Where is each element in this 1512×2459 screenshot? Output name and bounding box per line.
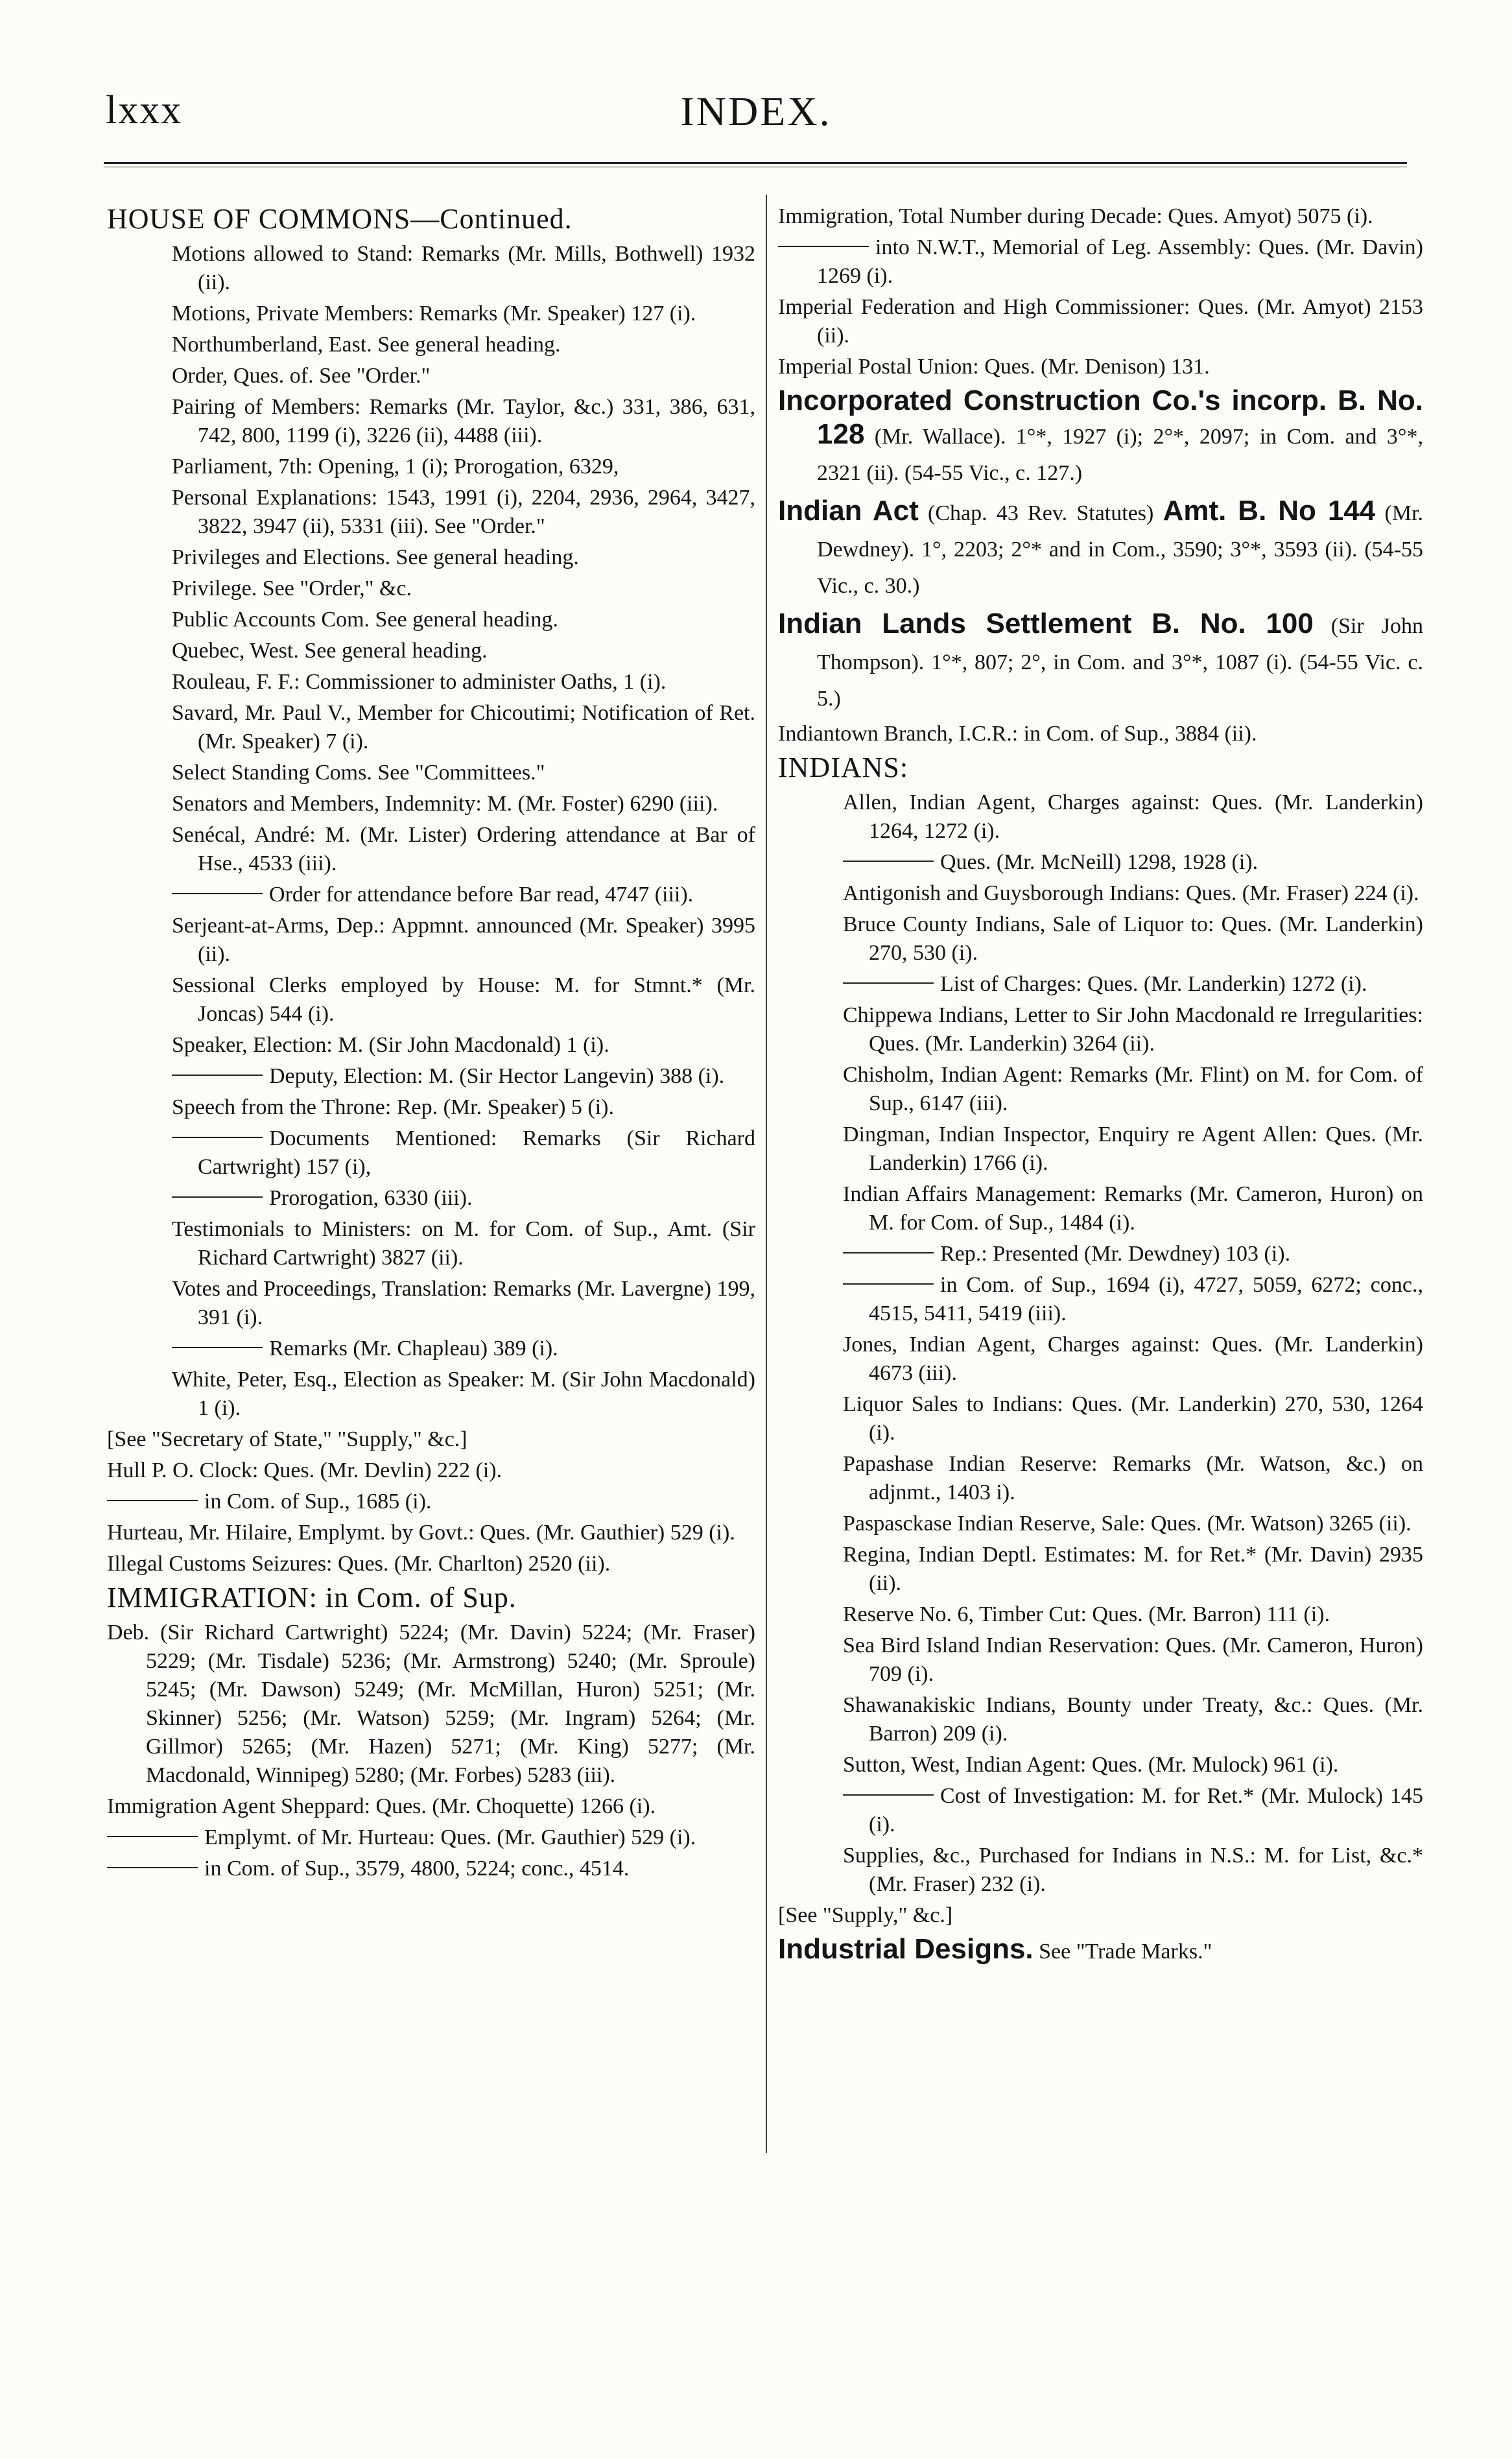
index-entry <box>107 1184 755 1213</box>
entry-text: Indiantown Branch, I.C.R.: in Com. of Sup., 3884 (ii). <box>778 722 1257 746</box>
entry-text: Sutton, West, Indian Agent: Ques. (Mr. Mulock) 961 (i). <box>843 1753 1339 1777</box>
entry-text: Hull P. O. Clock: Ques. (Mr. Devlin) 222 (i). <box>107 1458 502 1482</box>
index-entry <box>107 912 755 969</box>
index-entry <box>107 821 755 878</box>
index-entry <box>778 1632 1423 1689</box>
entry-text: Senators and Members, Indemnity: M. (Mr. Foster) 6290 (iii). <box>172 792 718 816</box>
entry-text: Emplymt. of Mr. Hurteau: Ques. (Mr. Gauthier) 529 (i). <box>204 1825 696 1849</box>
index-entry <box>107 1031 755 1060</box>
ditto-dash <box>107 1836 198 1837</box>
entry-text: Savard, Mr. Paul V., Member for Chicoutimi; Notification of Ret. (Mr. Speaker) 7 (i). <box>172 701 755 754</box>
ditto-dash <box>843 1283 934 1285</box>
entry-text: Order for attendance before Bar read, 4747 (iii). <box>269 883 694 907</box>
page-header <box>0 88 1512 152</box>
index-entry <box>107 1275 755 1332</box>
entry-text: Dingman, Indian Inspector, Enquiry re Agent Allen: Ques. (Mr. Landerkin) 1766 (i). <box>843 1123 1423 1175</box>
entry-text: Papashase Indian Reserve: Remarks (Mr. Watson, &c.) on adjnmt., 1403 i). <box>843 1452 1423 1504</box>
index-entry <box>107 1792 755 1821</box>
entry-text: Hurteau, Mr. Hilaire, Emplymt. by Govt.: Ques. (Mr. Gauthier) 529 (i). <box>107 1521 735 1545</box>
ditto-dash <box>172 1196 263 1198</box>
entry-text: Rouleau, F. F.: Commissioner to administer Oaths, 1 (i). <box>172 670 667 694</box>
ditto-dash <box>778 246 869 247</box>
index-entry <box>107 331 755 359</box>
index-entry <box>778 1390 1423 1447</box>
entry-text: [See "Supply," &c.] <box>778 1903 953 1927</box>
page-number: lxxx <box>106 88 183 132</box>
entry-text: Indian Act <box>778 495 919 527</box>
index-entry <box>778 1001 1423 1058</box>
entry-text: Votes and Proceedings, Translation: Remarks (Mr. Lavergne) 199, 391 (i). <box>172 1277 755 1329</box>
index-entry <box>778 202 1423 231</box>
entry-text: Illegal Customs Seizures: Ques. (Mr. Charlton) 2520 (ii). <box>107 1552 611 1576</box>
entry-text: Prorogation, 6330 (iii). <box>269 1186 473 1210</box>
entry-text: (Chap. 43 Rev. Statutes) <box>918 501 1163 525</box>
index-entry <box>778 720 1423 748</box>
entry-text: Select Standing Coms. See "Committees." <box>172 761 545 785</box>
entry-text: Speaker, Election: M. (Sir John Macdonald) 1 (i). <box>172 1033 609 1057</box>
index-entry <box>778 910 1423 968</box>
entry-text: IMMIGRATION: in Com. of Sup. <box>107 1582 517 1613</box>
column-divider <box>766 195 767 2153</box>
entry-text: Deb. (Sir Richard Cartwright) 5224; (Mr. Davin) 5224; (Mr. Fraser) 5229; (Mr. Tisdale) 5236; (Mr. Armstrong) 5240; (Mr. Sproule) 5245; (Mr. Dawson) 5249; (Mr. McMillan, Huron) 5251; (Mr. Skinner) 5256; (Mr. Watson) 5259; (Mr. Ingram) 5264; (Mr. Gillmor) 5265; (Mr. Hazen) 5271; (Mr. King) 5277; (Mr. Macdonald, Winnipeg) 5280; (Mr. Forbes) 5283 (iii). <box>107 1621 755 1787</box>
index-entry <box>107 1062 755 1091</box>
entry-text: Motions, Private Members: Remarks (Mr. Speaker) 127 (i). <box>172 302 696 326</box>
entry-text: See "Trade Marks." <box>1033 1940 1212 1964</box>
entry-text: Ques. (Mr. McNeill) 1298, 1928 (i). <box>940 850 1258 874</box>
entry-text: Paspasckase Indian Reserve, Sale: Ques. (Mr. Watson) 3265 (ii). <box>843 1512 1412 1536</box>
ditto-dash <box>843 1252 934 1253</box>
index-entry <box>778 353 1423 381</box>
entry-text: Documents Mentioned: Remarks (Sir Richard Cartwright) 157 (i), <box>198 1126 755 1179</box>
entry-text: Chippewa Indians, Letter to Sir John Macdonald re Irregularities: Ques. (Mr. Landerkin) 3264 (ii). <box>843 1003 1423 1056</box>
entry-text: Remarks (Mr. Chapleau) 389 (i). <box>269 1336 558 1360</box>
ditto-dash <box>172 893 263 894</box>
entry-text: Pairing of Members: Remarks (Mr. Taylor, &c.) 331, 386, 631, 742, 800, 1199 (i), 3226 (ii), 4488 (iii). <box>172 395 755 447</box>
index-entry <box>107 759 755 787</box>
index-entry <box>107 300 755 328</box>
index-entry <box>107 1335 755 1363</box>
index-entry <box>107 699 755 756</box>
entry-text: Amt. B. No 144 <box>1163 495 1376 527</box>
entry-text: Privileges and Elections. See general heading. <box>172 545 579 569</box>
index-entry <box>107 543 755 572</box>
entry-text: Sea Bird Island Indian Reservation: Ques. (Mr. Cameron, Huron) 709 (i). <box>843 1633 1423 1686</box>
index-entry <box>778 1240 1423 1268</box>
index-entry <box>778 1450 1423 1507</box>
entry-text: Privilege. See "Order," &c. <box>172 576 412 600</box>
index-entry <box>778 1691 1423 1748</box>
index-entry <box>778 607 1423 716</box>
entry-text: Imperial Federation and High Commissioner: Ques. (Mr. Amyot) 2153 (ii). <box>778 295 1423 348</box>
entry-text: Cost of Investigation: M. for Ret.* (Mr. Mulock) 145 (i). <box>869 1784 1423 1836</box>
entry-text: HOUSE OF COMMONS—Continued. <box>107 203 573 235</box>
entry-text: Incorporated Construction Co.'s incorp. B. No. 128 <box>778 385 1423 450</box>
index-entry <box>778 1782 1423 1839</box>
left-column <box>107 202 755 1886</box>
entry-text: Testimonials to Ministers: on M. for Com. of Sup., Amt. (Sir Richard Cartwright) 3827 (ii). <box>172 1217 755 1270</box>
right-column <box>778 202 1423 1973</box>
entry-text: Deputy, Election: M. (Sir Hector Langevin) 388 (i). <box>269 1064 725 1088</box>
entry-text: Quebec, West. See general heading. <box>172 639 488 663</box>
index-entry <box>107 393 755 450</box>
entry-text: Industrial Designs. <box>778 1933 1034 1965</box>
entry-text: Northumberland, East. See general heading. <box>172 333 561 357</box>
entry-text: Chisholm, Indian Agent: Remarks (Mr. Flint) on M. for Com. of Sup., 6147 (iii). <box>843 1063 1423 1115</box>
entry-text: List of Charges: Ques. (Mr. Landerkin) 1272 (i). <box>940 972 1367 996</box>
index-entry <box>778 1121 1423 1178</box>
entry-text: Public Accounts Com. See general heading. <box>172 608 558 632</box>
entry-text: Supplies, &c., Purchased for Indians in N.S.: M. for List, &c.* (Mr. Fraser) 232 (i). <box>843 1844 1423 1896</box>
index-entry <box>778 1842 1423 1899</box>
entry-text: Order, Ques. of. See "Order." <box>172 364 431 388</box>
index-heading <box>107 1581 755 1615</box>
index-entry <box>778 1061 1423 1118</box>
index-entry <box>107 1488 755 1516</box>
index-entry <box>778 233 1423 291</box>
entry-text: (Mr. Dewdney). 1°, 2203; 2°* and in Com., 3590; 3°*, 3593 (ii). (54-55 Vic., c. 30.) <box>817 501 1424 598</box>
index-entry <box>778 1510 1423 1538</box>
index-entry <box>107 1425 755 1454</box>
index-entry <box>107 1124 755 1182</box>
index-entry <box>778 1271 1423 1328</box>
entry-text: Liquor Sales to Indians: Ques. (Mr. Landerkin) 270, 530, 1264 (i). <box>843 1392 1423 1445</box>
index-entry <box>107 1215 755 1272</box>
entry-text: Allen, Indian Agent, Charges against: Ques. (Mr. Landerkin) 1264, 1272 (i). <box>843 790 1423 843</box>
index-entry <box>778 1932 1423 1969</box>
index-heading <box>107 202 755 236</box>
entry-text: in Com. of Sup., 3579, 4800, 5224; conc., 4514. <box>204 1857 630 1881</box>
entry-text: in Com. of Sup., 1685 (i). <box>204 1490 432 1514</box>
entry-text: (Mr. Wallace). 1°*, 1927 (i); 2°*, 2097; in Com. and 3°*, 2321 (ii). (54-55 Vic., c. 127.) <box>817 425 1423 485</box>
index-entry <box>107 362 755 390</box>
entry-text: Parliament, 7th: Opening, 1 (i); Prorogation, 6329, <box>172 455 619 479</box>
index-entry <box>107 881 755 909</box>
entry-text: Personal Explanations: 1543, 1991 (i), 2204, 2936, 2964, 3427, 3822, 3947 (ii), 5331 (iii). See "Order." <box>172 486 755 538</box>
entry-text: Shawanakiskic Indians, Bounty under Treaty, &c.: Ques. (Mr. Barron) 209 (i). <box>843 1693 1423 1746</box>
entry-text: (Sir John Thompson). 1°*, 807; 2°, in Com. and 3°*, 1087 (i). (54-55 Vic. c. 5.) <box>817 614 1423 711</box>
entry-text: Senécal, André: M. (Mr. Lister) Ordering attendance at Bar of Hse., 4533 (iii). <box>172 823 755 875</box>
index-entry <box>778 848 1423 877</box>
index-entry <box>107 240 755 297</box>
index-entry <box>778 1541 1423 1598</box>
index-entry <box>778 879 1423 908</box>
index-entry <box>107 1519 755 1547</box>
index-entry <box>778 293 1423 350</box>
index-entry <box>107 1456 755 1485</box>
entry-text: Immigration Agent Sheppard: Ques. (Mr. Choquette) 1266 (i). <box>107 1794 656 1818</box>
index-entry <box>778 1751 1423 1779</box>
index-entry <box>107 606 755 634</box>
entry-text: Immigration, Total Number during Decade: Ques. Amyot) 5075 (i). <box>778 204 1373 228</box>
entry-text: Jones, Indian Agent, Charges against: Ques. (Mr. Landerkin) 4673 (iii). <box>843 1333 1423 1385</box>
index-entry <box>778 1180 1423 1237</box>
entry-text: into N.W.T., Memorial of Leg. Assembly: Ques. (Mr. Davin) 1269 (i). <box>817 235 1423 288</box>
entry-text: INDIANS: <box>778 752 909 783</box>
entry-text: Indian Lands Settlement B. No. 100 <box>778 608 1314 639</box>
entry-text: Sessional Clerks employed by House: M. for Stmnt.* (Mr. Joncas) 544 (i). <box>172 973 755 1026</box>
index-entry <box>778 1600 1423 1629</box>
entry-text: Motions allowed to Stand: Remarks (Mr. Mills, Bothwell) 1932 (ii). <box>172 242 755 294</box>
entry-text: Serjeant-at-Arms, Dep.: Appmnt. announced (Mr. Speaker) 3995 (ii). <box>172 914 755 966</box>
index-entry <box>778 1901 1423 1930</box>
entry-text: Antigonish and Guysborough Indians: Ques. (Mr. Fraser) 224 (i). <box>843 881 1419 905</box>
index-entry <box>107 1366 755 1423</box>
entry-text: in Com. of Sup., 1694 (i), 4727, 5059, 6272; conc., 4515, 5411, 5419 (iii). <box>869 1273 1423 1325</box>
ditto-dash <box>843 982 934 984</box>
entry-text: White, Peter, Esq., Election as Speaker: M. (Sir John Macdonald) 1 (i). <box>172 1368 755 1420</box>
ditto-dash <box>172 1075 263 1076</box>
entry-text: Rep.: Presented (Mr. Dewdney) 103 (i). <box>940 1242 1291 1266</box>
index-entry <box>107 453 755 481</box>
ditto-dash <box>107 1500 198 1501</box>
entry-text: Indian Affairs Management: Remarks (Mr. Cameron, Huron) on M. for Com. of Sup., 1484 (i). <box>843 1182 1423 1235</box>
index-entry <box>778 384 1423 490</box>
ditto-dash <box>172 1137 263 1138</box>
index-entry <box>778 789 1423 846</box>
entry-text: Imperial Postal Union: Ques. (Mr. Denison) 131. <box>778 355 1210 379</box>
entry-text: Bruce County Indians, Sale of Liquor to: Ques. (Mr. Landerkin) 270, 530 (i). <box>843 912 1423 965</box>
index-entry <box>107 484 755 541</box>
ditto-dash <box>172 1347 263 1348</box>
entry-text: [See "Secretary of State," "Supply," &c.] <box>107 1427 467 1451</box>
index-entry <box>778 970 1423 999</box>
index-entry <box>107 1619 755 1790</box>
index-entry <box>107 637 755 665</box>
index-entry <box>107 1855 755 1883</box>
index-entry <box>107 1093 755 1122</box>
index-heading <box>778 751 1423 785</box>
index-entry <box>107 971 755 1028</box>
index-entry <box>107 1823 755 1852</box>
entry-text: Reserve No. 6, Timber Cut: Ques. (Mr. Barron) 111 (i). <box>843 1602 1330 1626</box>
header-rule <box>104 162 1407 164</box>
index-entry <box>107 668 755 696</box>
ditto-dash <box>843 861 934 862</box>
entry-text: Speech from the Throne: Rep. (Mr. Speaker) 5 (i). <box>172 1095 615 1119</box>
index-entry <box>778 1331 1423 1388</box>
page-title: INDEX. <box>680 88 832 134</box>
entry-text: Regina, Indian Deptl. Estimates: M. for Ret.* (Mr. Davin) 2935 (ii). <box>843 1543 1423 1595</box>
index-entry <box>107 575 755 603</box>
ditto-dash <box>843 1794 934 1796</box>
index-entry <box>107 1550 755 1578</box>
index-entry <box>778 494 1423 603</box>
ditto-dash <box>107 1867 198 1868</box>
index-entry <box>107 790 755 818</box>
